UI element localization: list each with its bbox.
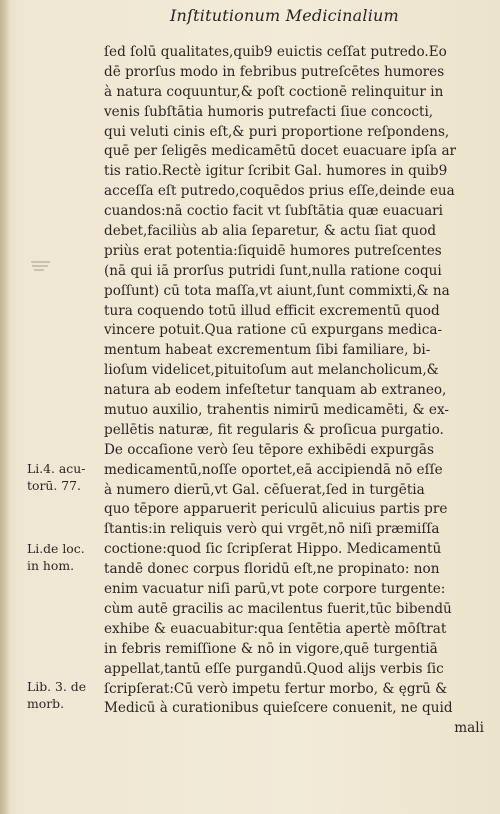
faded-marginal-mark-icon [30,256,52,268]
text-line: exhibe & euacuabitur:qua ſentētia apertè mōſtrat [104,620,447,637]
text-line: qui veluti cinis eſt,& puri proportione reſpondens, [104,123,450,140]
margin-note-line: morb. [27,696,65,711]
margin-note-de-locis [27,540,85,574]
text-line: poſſunt) cū tota maſſa,vt aiunt,ſunt commixti,& na [104,282,450,299]
text-line: vincere potuit.Qua ratione cū expurgans medica- [104,322,443,339]
text-line: priùs erat potentia:ſiquidē humores putreſcentes [104,242,442,259]
text-line: quē per ſeligēs medicamētū docet euacuare ipſa ar [104,143,457,160]
text-line: ſed ſolū qualitates,quib9 euictis ceſſat putredo.Eo [104,44,447,60]
text-line: De occaſione verò ſeu tēpore exhibēdi expurgās [104,441,434,458]
text-line: Medicū à curationibus quieſcere conuenit, ne quid [104,700,453,717]
text-line: medicamentū,noſſe oportet,eā accipiendā nō eſſe [104,461,443,478]
margin-note-acutorum [27,460,85,494]
text-line: ſtantis:in reliquis verò qui vrgēt,nō niſi præmiſſa [104,521,440,538]
margin-note-line: torū. 77. [27,478,81,493]
text-line: ſcripſerat:Cū verò impetu fertur morbo, & ęgrū & [104,680,448,697]
text-line: in febris remiſſione & nō in vigore,quē turgentiā [104,640,438,657]
margin-note-line: Li.4. acu- [27,461,86,476]
margin-note-line: Lib. 3. de [27,679,87,694]
body-text [104,43,484,739]
text-line: cùm autē gracilis ac macilentus fuerit,tūc bibendū [104,600,452,617]
text-line: natura ab eodem infeſtetur tanquam ab extraneo, [104,382,447,399]
text-line: (nā qui iā prorſus putridi ſunt,nulla ratione coqui [104,262,442,279]
catchword: mali [454,720,484,737]
text-line: à natura coquuntur,& poſt coctionē relinquitur in [104,83,444,100]
running-head: Inſtitutionum Medicinalium [170,6,399,25]
text-line: tandē donec corpus floridū eſt,ne propinato: non [104,561,440,578]
text-line: mentum habeat excrementum ſibi familiare, bi- [104,342,431,359]
page-gutter-shadow [0,0,10,814]
text-line: appellat,tantū eſſe purgandū.Quod alijs verbis ſic [104,660,444,677]
margin-note-line: Li.de loc. [27,541,85,556]
text-line: debet,faciliùs ab alia ſeparetur, & actu ſiat quod [104,223,437,240]
text-line: tura coquendo totū illud efficit excrementū quod [104,302,440,319]
text-line: cuandos:nā coctio facit vt ſubſtātia quæ euacuari [104,203,444,220]
text-line: venis ſubſtātia humoris putrefacti ſiue concocti, [104,103,434,120]
margin-note-line: in hom. [27,558,75,573]
text-line: quo tēpore apparuerit periculū alicuius partis pre [104,501,448,518]
text-line: pellētis naturæ, fit regularis & proſicua purgatio. [104,421,444,438]
text-line: dē prorſus modo in febribus putreſcētes humores [104,63,445,80]
text-line: tis ratio.Rectè igitur ſcribit Gal. humores in quib9 [104,163,448,180]
margin-note-de-morbis [27,678,86,712]
text-line: acceſſa eſt putredo,coquēdos prius eſſe,deinde eua [104,183,455,200]
text-line: mutuo auxilio, trahentis nimirū medicamēti, & ex- [104,402,449,419]
text-line: à numero dierū,vt Gal. cēſuerat,ſed in turgētia [104,481,425,498]
text-line: lioſum videlicet,pituitoſum aut melancholicum,& [104,362,439,379]
text-line: coctione:quod ſic ſcripſerat Hippo. Medicamentū [104,541,442,558]
text-line: enim vacuatur niſi parū,vt pote corpore turgente: [104,581,446,598]
